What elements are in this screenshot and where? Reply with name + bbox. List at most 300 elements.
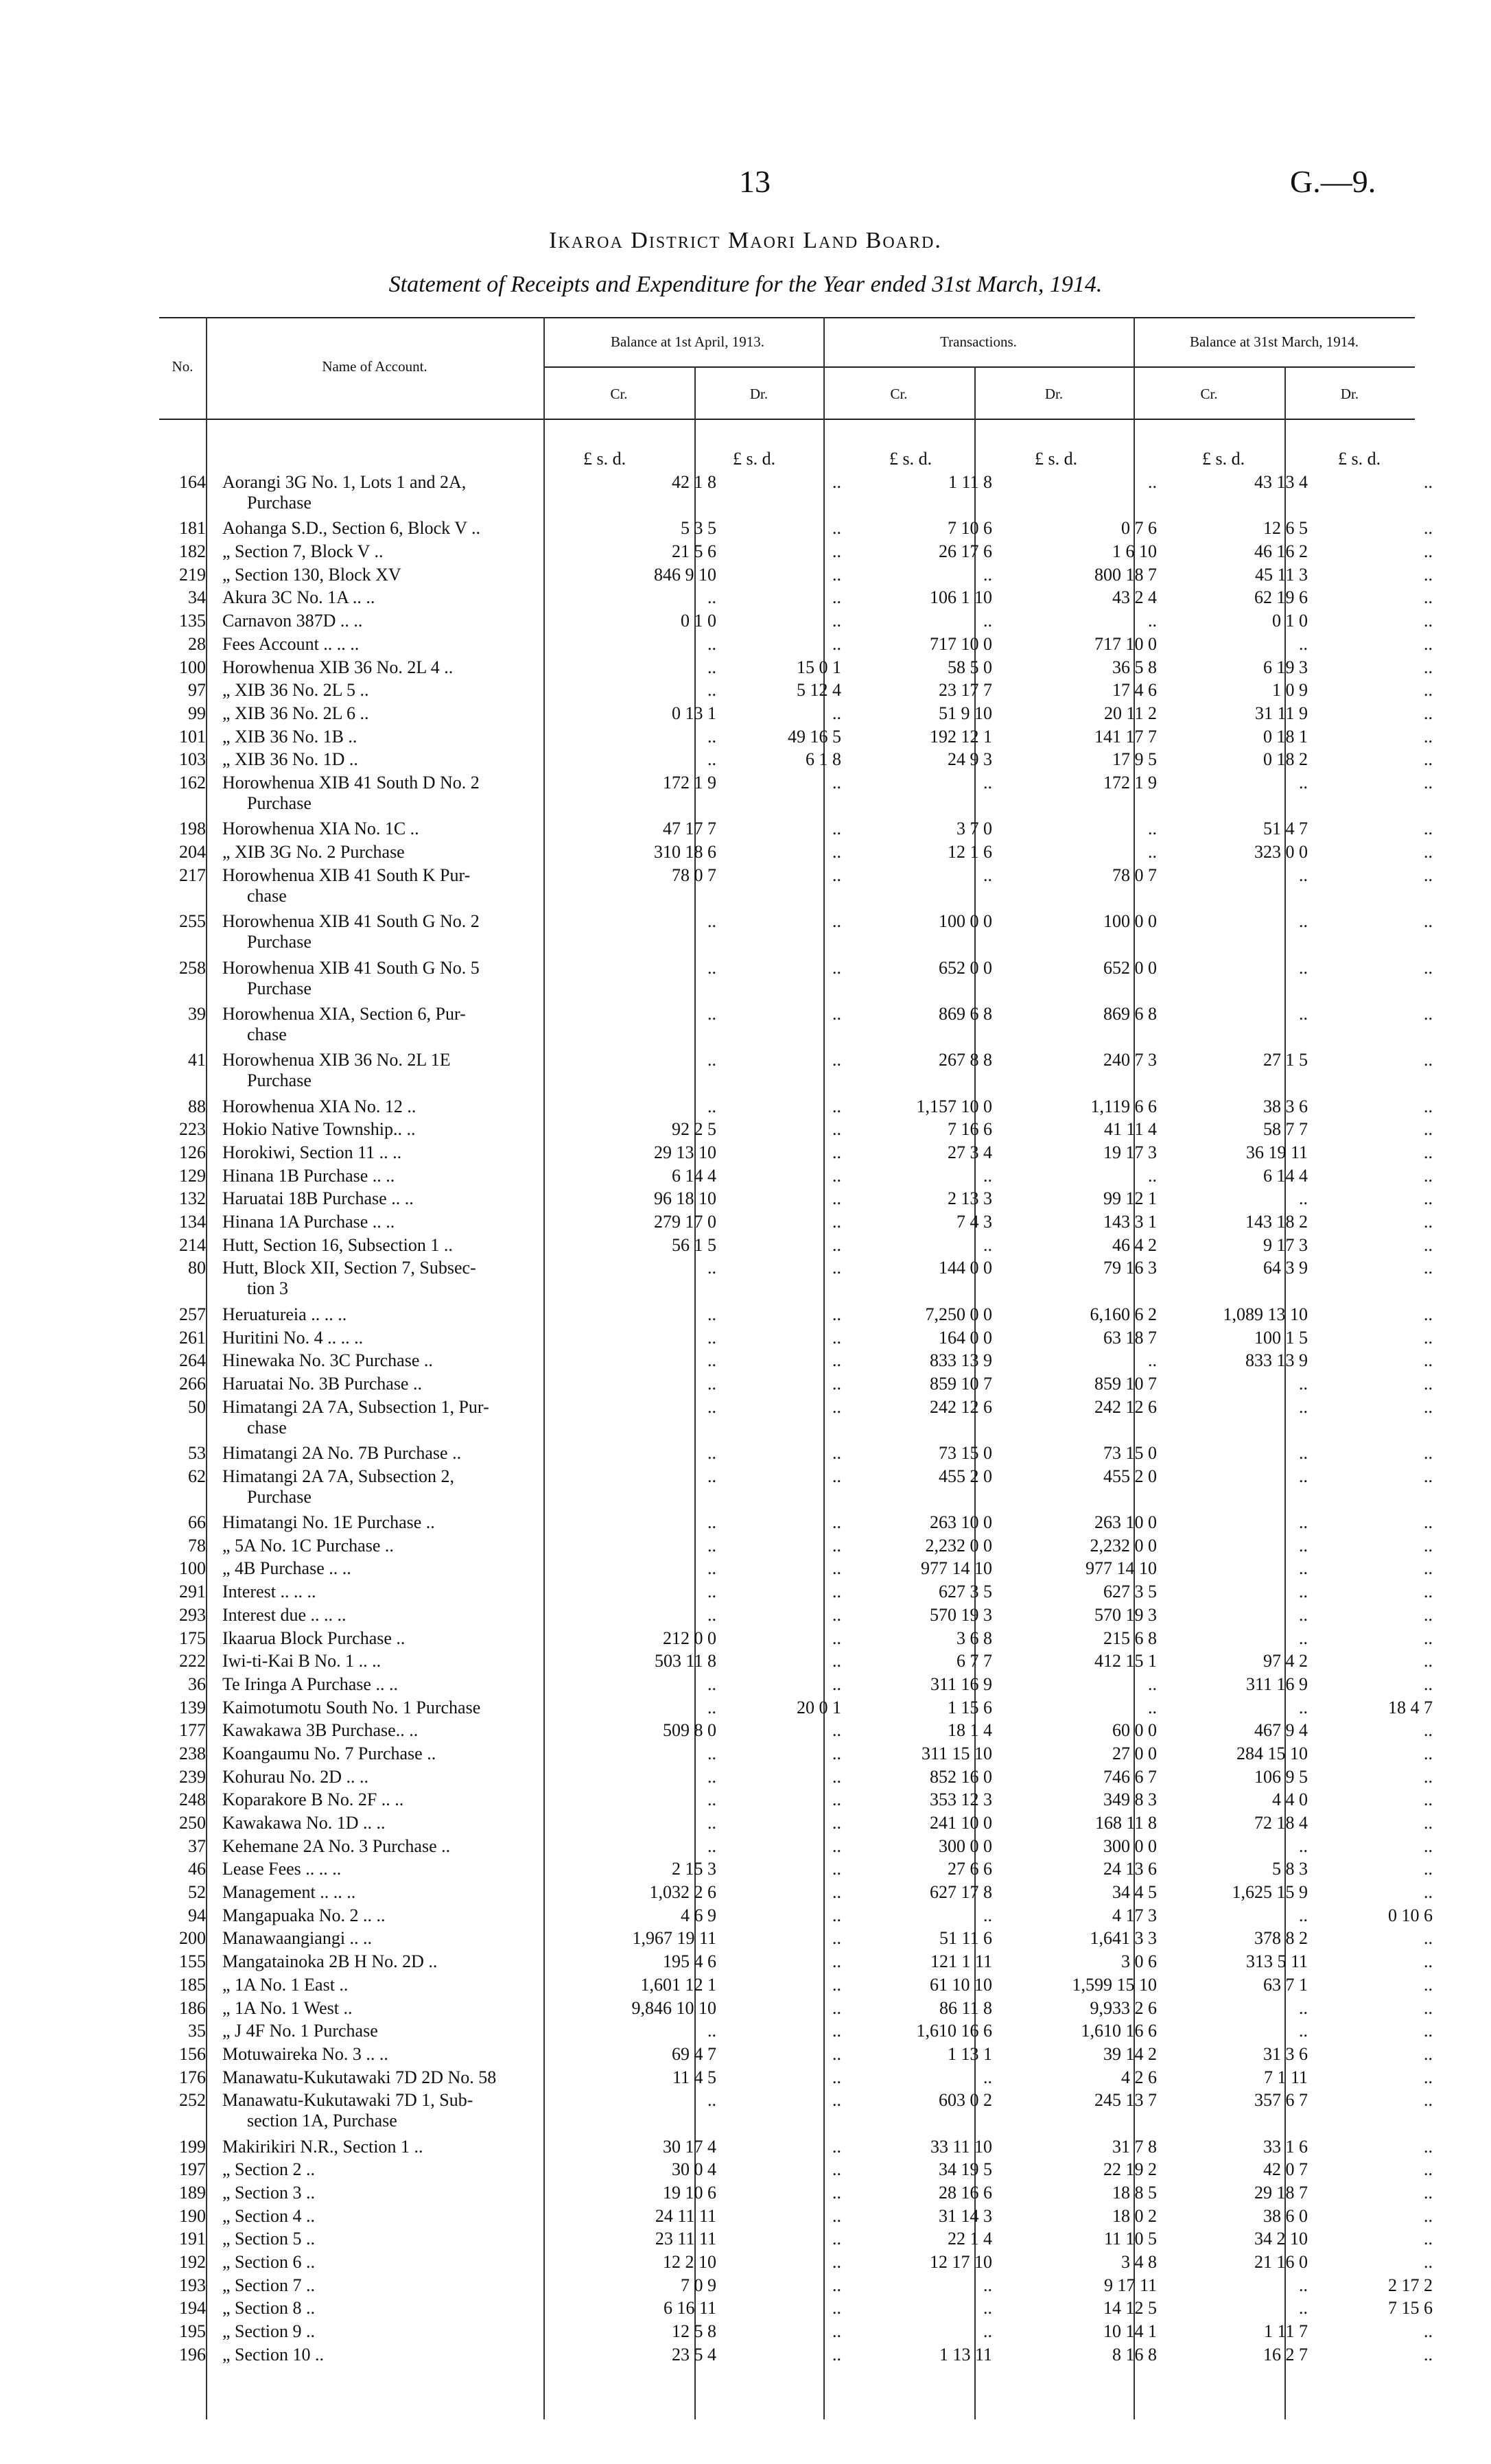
trans-cr: 12 1 6 xyxy=(948,842,992,863)
open-dr: .. xyxy=(832,1582,841,1602)
account-name-line: „ XIB 3G No. 2 Purchase xyxy=(222,842,405,863)
trans-cr: 1 13 1 xyxy=(948,2043,992,2064)
account-name xyxy=(213,472,572,518)
close-dr: 0 10 6 xyxy=(1388,1905,1433,1925)
close-dr: .. xyxy=(1424,2159,1433,2180)
row-number: 50 xyxy=(188,1396,206,1417)
account-name xyxy=(213,1212,572,1235)
account-name xyxy=(213,911,572,957)
open-dr: .. xyxy=(832,1142,841,1163)
account-name xyxy=(213,634,572,657)
close-dr: .. xyxy=(1424,1096,1433,1116)
open-dr: .. xyxy=(832,1674,841,1694)
close-cr: 1,089 13 10 xyxy=(1223,1304,1308,1324)
account-name-line: Motuwaireka No. 3 .. .. xyxy=(222,2043,388,2064)
account-name xyxy=(213,2252,572,2275)
close-dr: .. xyxy=(1424,2043,1433,2064)
open-cr: 69 4 7 xyxy=(672,2043,716,2064)
close-dr: .. xyxy=(1424,1766,1433,1787)
account-name xyxy=(213,1397,572,1443)
account-name xyxy=(213,1119,572,1142)
open-cr: 503 11 8 xyxy=(654,1651,716,1671)
open-dr: .. xyxy=(832,1604,841,1625)
account-name-line: Hinana 1B Purchase .. .. xyxy=(222,1165,395,1186)
account-name xyxy=(213,819,572,842)
trans-dr: 41 11 4 xyxy=(1103,1119,1157,1140)
table-row xyxy=(159,2090,1440,2136)
account-name xyxy=(213,1836,572,1859)
table-row xyxy=(159,2206,1440,2229)
open-cr: .. xyxy=(707,749,716,770)
account-name-line: Hutt, Section 16, Subsection 1 .. xyxy=(222,1234,453,1255)
trans-cr: 164 0 0 xyxy=(939,1327,992,1348)
close-cr: .. xyxy=(1299,1697,1308,1717)
open-dr: .. xyxy=(832,842,841,863)
row-number: 190 xyxy=(179,2205,206,2226)
account-name-line: Kohurau No. 2D .. .. xyxy=(222,1766,369,1787)
table-row xyxy=(159,2183,1440,2206)
accounts-table xyxy=(159,472,1440,2368)
table-row xyxy=(159,1397,1440,1443)
table-row xyxy=(159,1512,1440,1536)
table-row xyxy=(159,611,1440,634)
close-cr: 6 14 4 xyxy=(1263,1165,1308,1186)
trans-cr: 353 12 3 xyxy=(930,1790,992,1810)
account-name-line: Manawaangiangi .. .. xyxy=(222,1928,373,1949)
open-cr: .. xyxy=(707,587,716,608)
table-row xyxy=(159,958,1440,1004)
trans-cr: 22 1 4 xyxy=(948,2229,992,2249)
close-cr: .. xyxy=(1299,911,1308,932)
open-cr: .. xyxy=(707,1396,716,1417)
account-name xyxy=(213,1928,572,1951)
row-number: 177 xyxy=(179,1720,206,1741)
page-subtitle: Statement of Receipts and Expenditure for the Year ended 31st March, 1914. xyxy=(388,272,1103,297)
account-name-line: Himatangi 2A No. 7B Purchase .. xyxy=(222,1443,462,1464)
trans-dr: 2,232 0 0 xyxy=(1090,1535,1157,1556)
row-number: 258 xyxy=(179,957,206,978)
table-row xyxy=(159,1004,1440,1050)
trans-dr: .. xyxy=(1148,611,1157,631)
trans-dr: 27 0 0 xyxy=(1112,1743,1157,1763)
open-dr: .. xyxy=(832,1212,841,1232)
open-cr: .. xyxy=(707,1813,716,1833)
row-number: 239 xyxy=(179,1766,206,1787)
account-name xyxy=(213,657,572,681)
row-number: 34 xyxy=(188,587,206,608)
close-cr: 45 11 3 xyxy=(1254,564,1308,585)
close-cr: .. xyxy=(1299,1466,1308,1486)
row-number: 194 xyxy=(179,2298,206,2319)
open-cr: 30 17 4 xyxy=(663,2136,716,2157)
account-name xyxy=(213,1628,572,1652)
open-cr: 279 17 0 xyxy=(654,1212,716,1232)
close-dr: .. xyxy=(1424,1212,1433,1232)
open-cr: .. xyxy=(707,1327,716,1348)
account-name xyxy=(213,1466,572,1512)
trans-cr: 7 10 6 xyxy=(948,518,992,539)
close-dr: .. xyxy=(1424,1720,1433,1741)
account-name xyxy=(213,2298,572,2321)
account-name xyxy=(213,2090,572,2136)
table-row xyxy=(159,1651,1440,1674)
trans-dr: 4 17 3 xyxy=(1112,1905,1157,1925)
open-cr: .. xyxy=(707,957,716,978)
account-name xyxy=(213,2345,572,2368)
open-cr: .. xyxy=(707,1558,716,1579)
trans-dr: 263 10 0 xyxy=(1094,1512,1157,1533)
trans-cr: 144 0 0 xyxy=(939,1258,992,1278)
account-name xyxy=(213,1813,572,1836)
row-number: 97 xyxy=(188,680,206,701)
row-number: 94 xyxy=(188,1905,206,1925)
row-number: 266 xyxy=(179,1373,206,1394)
trans-cr: 977 14 10 xyxy=(921,1558,992,1579)
open-cr: 195 4 6 xyxy=(663,1951,716,1972)
trans-dr: 73 15 0 xyxy=(1103,1443,1157,1464)
row-number: 28 xyxy=(188,633,206,654)
open-cr: .. xyxy=(707,1466,716,1486)
table-row xyxy=(159,1975,1440,1998)
open-cr: 212 0 0 xyxy=(663,1628,716,1648)
close-dr: .. xyxy=(1424,472,1433,492)
row-number: 291 xyxy=(179,1582,206,1602)
trans-dr: 18 0 2 xyxy=(1112,2205,1157,2226)
table-row xyxy=(159,1836,1440,1859)
table-row xyxy=(159,2067,1440,2091)
account-name-line: Manawatu-Kukutawaki 7D 2D No. 58 xyxy=(222,2067,497,2087)
close-dr: .. xyxy=(1424,2021,1433,2041)
close-dr: .. xyxy=(1424,657,1433,677)
open-dr: .. xyxy=(832,819,841,839)
account-name xyxy=(213,1905,572,1929)
trans-cr: 455 2 0 xyxy=(939,1466,992,1486)
close-dr: .. xyxy=(1424,819,1433,839)
trans-cr: .. xyxy=(983,2321,992,2342)
trans-dr: 17 9 5 xyxy=(1112,749,1157,770)
open-dr: .. xyxy=(832,1628,841,1648)
close-dr: .. xyxy=(1424,1443,1433,1464)
trans-cr: .. xyxy=(983,1165,992,1186)
close-dr: .. xyxy=(1424,1466,1433,1486)
row-number: 132 xyxy=(179,1188,206,1209)
open-dr: .. xyxy=(832,772,841,793)
open-dr: .. xyxy=(832,564,841,585)
account-name-line: „ XIB 36 No. 2L 5 .. xyxy=(222,680,369,701)
open-dr: .. xyxy=(832,1882,841,1903)
trans-dr: 17 4 6 xyxy=(1112,680,1157,701)
open-cr: .. xyxy=(707,1535,716,1556)
trans-cr: 300 0 0 xyxy=(939,1835,992,1856)
close-cr: 43 13 4 xyxy=(1254,472,1308,492)
account-name xyxy=(213,1188,572,1212)
open-dr: .. xyxy=(832,541,841,562)
table-row xyxy=(159,1744,1440,1767)
open-cr: .. xyxy=(707,1766,716,1787)
open-dr: .. xyxy=(832,1188,841,1209)
trans-cr: 58 5 0 xyxy=(948,657,992,677)
account-name-line: Hutt, Block XII, Section 7, Subsec- xyxy=(222,1258,476,1278)
trans-cr: .. xyxy=(983,2298,992,2319)
account-name xyxy=(213,1235,572,1258)
open-dr: .. xyxy=(832,2321,841,2342)
open-cr: .. xyxy=(707,2090,716,2111)
trans-cr: 1,610 16 6 xyxy=(916,2021,992,2041)
close-cr: 4 4 0 xyxy=(1272,1790,1308,1810)
account-name-line: Horowhenua XIA No. 1C .. xyxy=(222,819,419,839)
trans-dr: 24 13 6 xyxy=(1103,1859,1157,1879)
row-number: 186 xyxy=(179,1997,206,2018)
open-dr: .. xyxy=(832,703,841,723)
account-name-line: Hinana 1A Purchase .. .. xyxy=(222,1212,395,1232)
close-cr: 323 0 0 xyxy=(1254,842,1308,863)
close-dr: .. xyxy=(1424,1350,1433,1371)
open-cr: 846 9 10 xyxy=(654,564,716,585)
open-dr: .. xyxy=(832,911,841,932)
trans-dr: .. xyxy=(1148,1697,1157,1717)
row-number: 248 xyxy=(179,1790,206,1810)
table-row xyxy=(159,634,1440,657)
account-name-line: Horowhenua XIB 36 No. 2L 4 .. xyxy=(222,657,454,677)
trans-dr: 570 19 3 xyxy=(1094,1604,1157,1625)
table-row xyxy=(159,565,1440,588)
close-dr: .. xyxy=(1424,703,1433,723)
close-dr: .. xyxy=(1424,2136,1433,2157)
open-dr: .. xyxy=(832,1905,841,1925)
account-name-line: „ Section 5 .. xyxy=(222,2229,316,2249)
table-top-rule xyxy=(159,317,1415,318)
close-dr: .. xyxy=(1424,611,1433,631)
open-cr: 0 13 1 xyxy=(672,703,716,723)
close-dr: .. xyxy=(1424,1512,1433,1533)
row-number: 182 xyxy=(179,541,206,562)
open-cr: 11 4 5 xyxy=(672,2067,716,2087)
open-dr: .. xyxy=(832,1720,841,1741)
close-dr: .. xyxy=(1424,633,1433,654)
close-dr: .. xyxy=(1424,564,1433,585)
open-dr: .. xyxy=(832,1766,841,1787)
open-dr: .. xyxy=(832,1258,841,1278)
open-cr: .. xyxy=(707,680,716,701)
row-number: 257 xyxy=(179,1304,206,1324)
trans-dr: 652 0 0 xyxy=(1103,957,1157,978)
table-row xyxy=(159,657,1440,681)
account-name-continuation: section 1A, Purchase xyxy=(247,2111,397,2131)
account-name xyxy=(213,1536,572,1559)
row-number: 200 xyxy=(179,1928,206,1949)
trans-cr: .. xyxy=(983,1234,992,1255)
open-dr: .. xyxy=(832,957,841,978)
close-dr: .. xyxy=(1424,1604,1433,1625)
header-trans-dr: Dr. xyxy=(1044,386,1064,402)
close-dr: .. xyxy=(1424,772,1433,793)
open-dr: .. xyxy=(832,1466,841,1486)
open-cr: .. xyxy=(707,1512,716,1533)
table-row xyxy=(159,1096,1440,1120)
close-dr: .. xyxy=(1424,2067,1433,2087)
account-name-line: Haruatai No. 3B Purchase .. xyxy=(222,1373,422,1394)
open-dr: .. xyxy=(832,1327,841,1348)
account-name xyxy=(213,1882,572,1905)
account-name xyxy=(213,1790,572,1813)
table-row xyxy=(159,1188,1440,1212)
row-number: 53 xyxy=(188,1443,206,1464)
row-number: 217 xyxy=(179,865,206,885)
account-name xyxy=(213,1651,572,1674)
open-dr: .. xyxy=(832,2252,841,2273)
trans-dr: 3 0 6 xyxy=(1121,1951,1157,1972)
trans-dr: 215 6 8 xyxy=(1103,1628,1157,1648)
trans-dr: 141 17 7 xyxy=(1094,726,1157,747)
open-dr: .. xyxy=(832,1651,841,1671)
close-cr: .. xyxy=(1299,2021,1308,2041)
trans-cr: 31 14 3 xyxy=(939,2205,992,2226)
row-number: 192 xyxy=(179,2252,206,2273)
header-balance-open: Balance at 1st April, 1913. xyxy=(611,333,764,350)
money-label-open-dr: £ s. d. xyxy=(733,449,776,469)
close-cr: 357 6 7 xyxy=(1254,2090,1308,2111)
open-dr: .. xyxy=(832,1165,841,1186)
trans-cr: 7 16 6 xyxy=(948,1119,992,1140)
open-cr: 4 6 9 xyxy=(681,1905,716,1925)
trans-cr: 51 9 10 xyxy=(939,703,992,723)
account-name-line: Akura 3C No. 1A .. .. xyxy=(222,587,375,608)
account-name-line: Horowhenua XIB 36 No. 2L 1E xyxy=(222,1050,451,1070)
table-row xyxy=(159,1050,1440,1096)
trans-cr: 627 3 5 xyxy=(939,1582,992,1602)
trans-cr: .. xyxy=(983,2275,992,2295)
account-name-line: Fees Account .. .. .. xyxy=(222,633,360,654)
close-cr: 106 9 5 xyxy=(1254,1766,1308,1787)
open-cr: .. xyxy=(707,1050,716,1070)
account-name-line: Himatangi No. 1E Purchase .. xyxy=(222,1512,435,1533)
account-name-line: Horowhenua XIB 41 South K Pur- xyxy=(222,865,471,885)
trans-cr: 241 10 0 xyxy=(930,1813,992,1833)
trans-dr: 4 2 6 xyxy=(1121,2067,1157,2087)
trans-cr: .. xyxy=(983,865,992,885)
row-number: 39 xyxy=(188,1003,206,1024)
account-name-continuation: Purchase xyxy=(247,978,312,998)
account-name-line: „ XIB 36 No. 1B .. xyxy=(222,726,357,747)
account-name xyxy=(213,611,572,634)
open-cr: .. xyxy=(707,1096,716,1116)
trans-dr: 79 16 3 xyxy=(1103,1258,1157,1278)
account-name-line: Hinewaka No. 3C Purchase .. xyxy=(222,1350,433,1371)
close-cr: 16 2 7 xyxy=(1263,2344,1308,2365)
table-row xyxy=(159,1928,1440,1951)
row-number: 222 xyxy=(179,1651,206,1671)
trans-cr: 18 1 4 xyxy=(948,1720,992,1741)
trans-dr: 9 17 11 xyxy=(1103,2275,1157,2295)
account-name-continuation: Purchase xyxy=(247,793,312,813)
open-dr: .. xyxy=(832,2021,841,2041)
close-cr: .. xyxy=(1299,772,1308,793)
close-cr: 38 6 0 xyxy=(1263,2205,1308,2226)
open-cr: 96 18 10 xyxy=(654,1188,716,1209)
account-name xyxy=(213,1304,572,1328)
open-cr: 172 1 9 xyxy=(663,772,716,793)
close-cr: .. xyxy=(1299,1582,1308,1602)
money-label-open-cr: £ s. d. xyxy=(583,449,626,469)
close-cr: 38 3 6 xyxy=(1263,1096,1308,1116)
table-row xyxy=(159,2298,1440,2321)
close-dr: .. xyxy=(1424,1928,1433,1949)
trans-cr: 24 9 3 xyxy=(948,749,992,770)
trans-cr: .. xyxy=(983,564,992,585)
close-cr: .. xyxy=(1299,1558,1308,1579)
close-cr: 51 4 7 xyxy=(1263,819,1308,839)
open-dr: 6 1 8 xyxy=(806,749,841,770)
close-cr: 313 5 11 xyxy=(1245,1951,1308,1972)
open-cr: 42 1 8 xyxy=(672,472,716,492)
close-dr: .. xyxy=(1424,1188,1433,1209)
open-dr: .. xyxy=(832,2136,841,2157)
account-name-line: Aorangi 3G No. 1, Lots 1 and 2A, xyxy=(222,472,467,492)
trans-dr: 100 0 0 xyxy=(1103,911,1157,932)
account-name xyxy=(213,1605,572,1628)
close-cr: 64 3 9 xyxy=(1263,1258,1308,1278)
close-dr: .. xyxy=(1424,1743,1433,1763)
account-name xyxy=(213,842,572,865)
trans-dr: 1 6 10 xyxy=(1112,541,1157,562)
account-name-line: Horowhenua XIA No. 12 .. xyxy=(222,1096,416,1116)
trans-dr: 168 11 8 xyxy=(1094,1813,1157,1833)
header-trans-cr: Cr. xyxy=(890,386,908,402)
table-row xyxy=(159,1628,1440,1652)
row-number: 219 xyxy=(179,564,206,585)
table-row xyxy=(159,773,1440,819)
open-dr: .. xyxy=(832,1835,841,1856)
row-number: 255 xyxy=(179,911,206,932)
account-name-continuation: chase xyxy=(247,1024,287,1044)
account-name-line: „ Section 8 .. xyxy=(222,2298,316,2319)
close-cr: 0 18 2 xyxy=(1263,749,1308,770)
open-dr: .. xyxy=(832,1096,841,1116)
close-cr: .. xyxy=(1299,1188,1308,1209)
open-cr: .. xyxy=(707,1743,716,1763)
account-name xyxy=(213,1975,572,1998)
row-number: 175 xyxy=(179,1628,206,1648)
table-row xyxy=(159,1466,1440,1512)
trans-cr: 627 17 8 xyxy=(930,1882,992,1903)
trans-dr: .. xyxy=(1148,1674,1157,1694)
close-dr: .. xyxy=(1424,1234,1433,1255)
open-dr: 5 12 4 xyxy=(797,680,841,701)
account-name-line: „ Section 130, Block XV xyxy=(222,564,401,585)
account-name-line: „ Section 7, Block V .. xyxy=(222,541,384,562)
open-dr: 15 0 1 xyxy=(797,657,841,677)
table-row xyxy=(159,1674,1440,1698)
account-name xyxy=(213,2159,572,2183)
close-dr: .. xyxy=(1424,1558,1433,1579)
account-name-line: Kaimotumotu South No. 1 Purchase xyxy=(222,1697,481,1717)
close-dr: .. xyxy=(1424,1119,1433,1140)
series-code: G.—9. xyxy=(1290,164,1376,199)
account-name xyxy=(213,2021,572,2044)
open-dr: .. xyxy=(832,865,841,885)
trans-dr: 18 8 5 xyxy=(1112,2183,1157,2203)
account-name xyxy=(213,1698,572,1721)
table-row xyxy=(159,472,1440,518)
close-cr: .. xyxy=(1299,1905,1308,1925)
close-dr: .. xyxy=(1424,1165,1433,1186)
table-row xyxy=(159,1720,1440,1744)
trans-dr: 869 6 8 xyxy=(1103,1003,1157,1024)
open-cr: 1,967 19 11 xyxy=(632,1928,716,1949)
close-cr: 311 16 9 xyxy=(1245,1674,1308,1694)
row-number: 103 xyxy=(179,749,206,770)
open-cr: 47 17 7 xyxy=(663,819,716,839)
